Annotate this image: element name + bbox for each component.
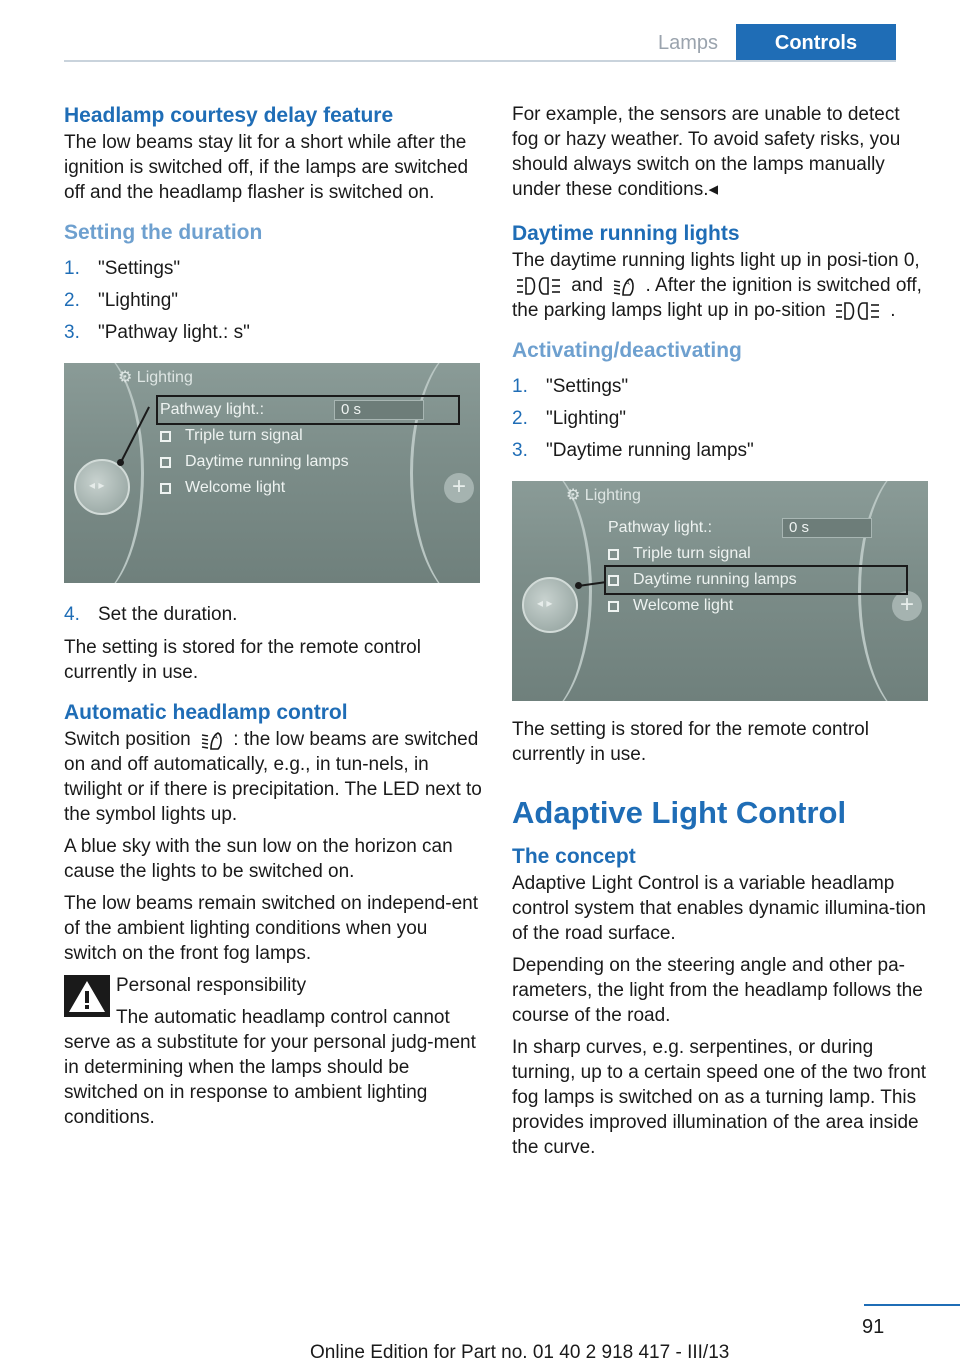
- duration-steps: [64, 253, 482, 349]
- svg-text:A: A: [625, 278, 631, 287]
- menu-row-daytime: [606, 567, 906, 593]
- list-item: [64, 285, 482, 317]
- text-segment: and: [571, 275, 603, 296]
- step-text: Set the duration.: [98, 604, 238, 625]
- pathway-value-field: 0 s: [334, 400, 424, 420]
- text-segment: The daytime running lights light up in posi-tion 0,: [512, 250, 920, 271]
- menu-row-label: Pathway light.:: [160, 401, 265, 418]
- checkbox-icon: [608, 601, 619, 612]
- parking-lamps-icon: [835, 301, 881, 321]
- step-number: 3.: [64, 322, 80, 343]
- checkbox-icon: [160, 483, 171, 494]
- step-number: 4.: [64, 604, 80, 625]
- step-text: "Lighting": [98, 290, 179, 311]
- header-rule: [64, 60, 896, 62]
- menu-row-label: Triple turn signal: [185, 427, 303, 444]
- callout-dot: [575, 582, 582, 589]
- controller-knob-icon: [522, 577, 578, 633]
- activate-steps: [512, 371, 930, 467]
- step-number: 2.: [64, 290, 80, 311]
- svg-text:A: A: [213, 732, 218, 741]
- page-number: 91: [862, 1316, 885, 1338]
- heading-setting-duration: Setting the duration: [64, 221, 263, 244]
- list-item: [64, 253, 482, 285]
- warning-text: The automatic headlamp control cannot serve as a substitute for your personal judg-ment in determining when the lamps should be switched on in response to ambient lighting conditions.: [64, 1007, 476, 1128]
- header-chapter-tab: Controls: [736, 24, 896, 62]
- menu-row-daytime: [158, 449, 458, 475]
- checkbox-icon: [608, 575, 619, 586]
- menu-row-label: Welcome light: [633, 597, 734, 614]
- callout-dot: [117, 459, 124, 466]
- auto-headlamp-icon: [612, 275, 636, 297]
- controller-knob-icon: [74, 459, 130, 515]
- screen-title-text: Lighting: [584, 487, 641, 504]
- screen-menu: [606, 515, 906, 619]
- menu-row-label: Daytime running lamps: [185, 453, 349, 470]
- text-segment: . After the ignition is switched off, the parking lamps light up in po-sition: [512, 275, 922, 321]
- screen-menu: [158, 397, 458, 501]
- menu-row-label: Triple turn signal: [633, 545, 751, 562]
- list-item: [512, 435, 930, 467]
- checkbox-icon: [160, 431, 171, 442]
- menu-row-label: Pathway light.:: [608, 519, 713, 536]
- warning-note: [64, 973, 482, 1130]
- plus-icon: +: [892, 591, 922, 621]
- pathway-value-field: 0 s: [782, 518, 872, 538]
- list-item: [512, 403, 930, 435]
- paragraph-setting-stored: The setting is stored for the remote control currently in use.: [512, 719, 869, 765]
- edition-line: Online Edition for Part no. 01 40 2 918 417 - III/13: [310, 1342, 730, 1362]
- checkbox-icon: [160, 457, 171, 468]
- menu-row-label: Welcome light: [185, 479, 286, 496]
- paragraph-daytime-running: [512, 248, 930, 323]
- menu-row-pathway: [606, 515, 906, 541]
- text-segment: .: [890, 300, 896, 321]
- menu-row-pathway: [158, 397, 458, 423]
- parking-lamps-icon: [516, 276, 562, 296]
- screen-title: ⚙ Lighting: [566, 487, 641, 504]
- list-item: [64, 599, 482, 631]
- step-text: "Lighting": [546, 408, 627, 429]
- right-column: [512, 102, 930, 1167]
- heading-automatic-headlamp: Automatic headlamp control: [64, 701, 348, 724]
- list-item: [64, 317, 482, 349]
- heading-activating: Activating/deactivating: [512, 339, 742, 362]
- heading-daytime-running: Daytime running lights: [512, 222, 740, 245]
- warning-triangle-icon: [64, 975, 110, 1017]
- step-number: 1.: [512, 376, 528, 397]
- paragraph-setting-stored: The setting is stored for the remote control currently in use.: [64, 637, 421, 683]
- heading-concept: The concept: [512, 845, 636, 868]
- left-column: [64, 102, 482, 1137]
- paragraph-curves: In sharp curves, e.g. serpentines, or during turning, up to a certain speed one of the two front fog lamps is switched on as a turning lamp. This provides improved illumination of the area inside the curve.: [512, 1037, 927, 1158]
- lighting-menu-screenshot-pathway: [64, 363, 480, 583]
- paragraph-concept: Adaptive Light Control is a variable headlamp control system that enables dynamic illumina-tion of the road surface.: [512, 873, 926, 944]
- warning-title: Personal responsibility: [116, 975, 307, 996]
- paragraph-sensors: For example, the sensors are unable to detect fog or hazy weather. To avoid safety risks, you should always switch on the lamps manually under these conditions.◂: [512, 104, 901, 200]
- step-text: "Settings": [546, 376, 629, 397]
- heading-courtesy-delay: Headlamp courtesy delay feature: [64, 104, 394, 127]
- list-item: [512, 371, 930, 403]
- paragraph-steering: Depending on the steering angle and other pa-rameters, the light from the headlamp follows the course of the road.: [512, 955, 923, 1026]
- menu-row-triple-turn: [606, 541, 906, 567]
- footer-rule: [864, 1304, 960, 1306]
- paragraph-front-fog: The low beams remain switched on independ-ent of the ambient lighting conditions when you switch on the front fog lamps.: [64, 893, 479, 964]
- menu-row-label: Daytime running lamps: [633, 571, 797, 588]
- screen-title-text: Lighting: [136, 369, 193, 386]
- header-section-tab: Lamps: [640, 24, 736, 62]
- paragraph-automatic-headlamp: [64, 727, 482, 827]
- text-segment: Switch position: [64, 729, 191, 750]
- lighting-menu-screenshot-daytime: [512, 481, 928, 701]
- text-segment: : the low beams are switched on and off automatically, e.g., in tun-nels, in twilight or if there is precipitation. The LED next to the symbol lights up.: [64, 729, 482, 825]
- plus-icon: +: [444, 473, 474, 503]
- step-text: "Pathway light.: s": [98, 322, 250, 343]
- menu-row-welcome: [606, 593, 906, 619]
- screen-title: ⚙ Lighting: [118, 369, 193, 386]
- step-number: 1.: [64, 258, 80, 279]
- menu-row-triple-turn: [158, 423, 458, 449]
- step-text: "Settings": [98, 258, 181, 279]
- step-text: "Daytime running lamps": [546, 440, 754, 461]
- step-number: 2.: [512, 408, 528, 429]
- menu-row-welcome: [158, 475, 458, 501]
- step-number: 3.: [512, 440, 528, 461]
- auto-headlamp-icon: [200, 729, 224, 751]
- duration-step-four: [64, 599, 482, 631]
- paragraph-courtesy-delay: The low beams stay lit for a short while after the ignition is switched off, if the lamps are switched off and the headlamp flasher is switched on.: [64, 132, 469, 203]
- paragraph-blue-sky: A blue sky with the sun low on the horizon can cause the lights to be switched on.: [64, 836, 453, 882]
- checkbox-icon: [608, 549, 619, 560]
- heading-adaptive-light-control: Adaptive Light Control: [512, 795, 847, 830]
